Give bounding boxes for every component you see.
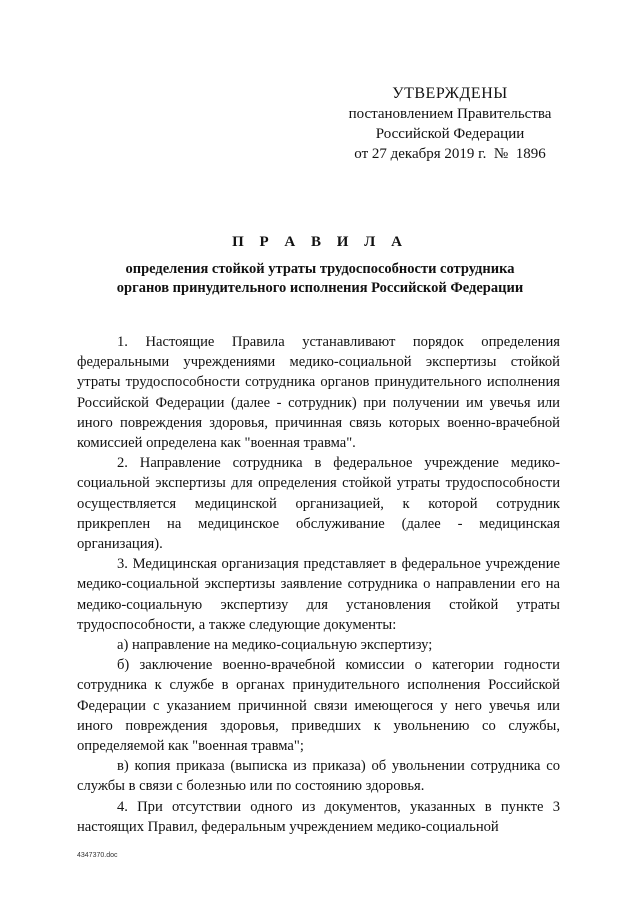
document-body [77,332,560,837]
paragraph-2: 2. Направление сотрудника в федеральное учреждение медико-социальной экспертизы для определения стойкой утраты трудоспособности осуществляется медицинской организацией, к которой сотрудник прикреплен на медицинское обслуживание (далее - медицинская организация). [77,455,560,553]
subtitle-line-2: органов принудительного исполнения Российской Федерации [116,280,524,296]
approval-line-1: постановлением Правительства [348,106,552,122]
approval-date-line: от 27 декабря 2019 г. № 1896 [354,146,546,162]
paragraph-3a: а) направление на медико-социальную экспертизу; [117,637,433,654]
subtitle-line-1: определения стойкой утраты трудоспособности сотрудника [125,261,515,277]
paragraph-3c: в) копия приказа (выписка из приказа) об увольнении сотрудника со службы в связи с болезнью или по состоянию здоровья. [77,758,560,795]
document-title: П Р А В И Л А [232,234,408,250]
approval-line-2: Российской Федерации [375,126,525,142]
footer-file-code: 4347370.doc [77,852,118,859]
document-subtitle [60,260,580,298]
paragraph-3: 3. Медицинская организация представляет в федеральное учреждение медико-социальной экспертизы заявление сотрудника о направлении его на медико-социальную экспертизу для установления стойкой утраты трудоспособности, а также следующие документы: [77,556,560,633]
paragraph-3b: б) заключение военно-врачебной комиссии о категории годности сотрудника к службе в органах принудительного исполнения Российской Федерации с указанием причинной связи имеющегося у него увечья или иного повреждения здоровья, приведших к увольнению со службы, определяемой как "военная травма"; [77,657,560,755]
paragraph-1: 1. Настоящие Правила устанавливают порядок определения федеральными учреждениями медико-социальной экспертизы стойкой утраты трудоспособности сотрудника органов принудительного исполнения Российской Федерации (далее - сотрудник) при получении им увечья или иного повреждения здоровья, причинная связь которых военно-врачебной комиссией определена как "военная травма". [77,334,560,452]
approval-title: УТВЕРЖДЕНЫ [392,85,508,102]
paragraph-4: 4. При отсутствии одного из документов, указанных в пункте 3 настоящих Правил, федеральным учреждением медико-социальной [77,798,560,835]
approval-block [340,84,560,164]
